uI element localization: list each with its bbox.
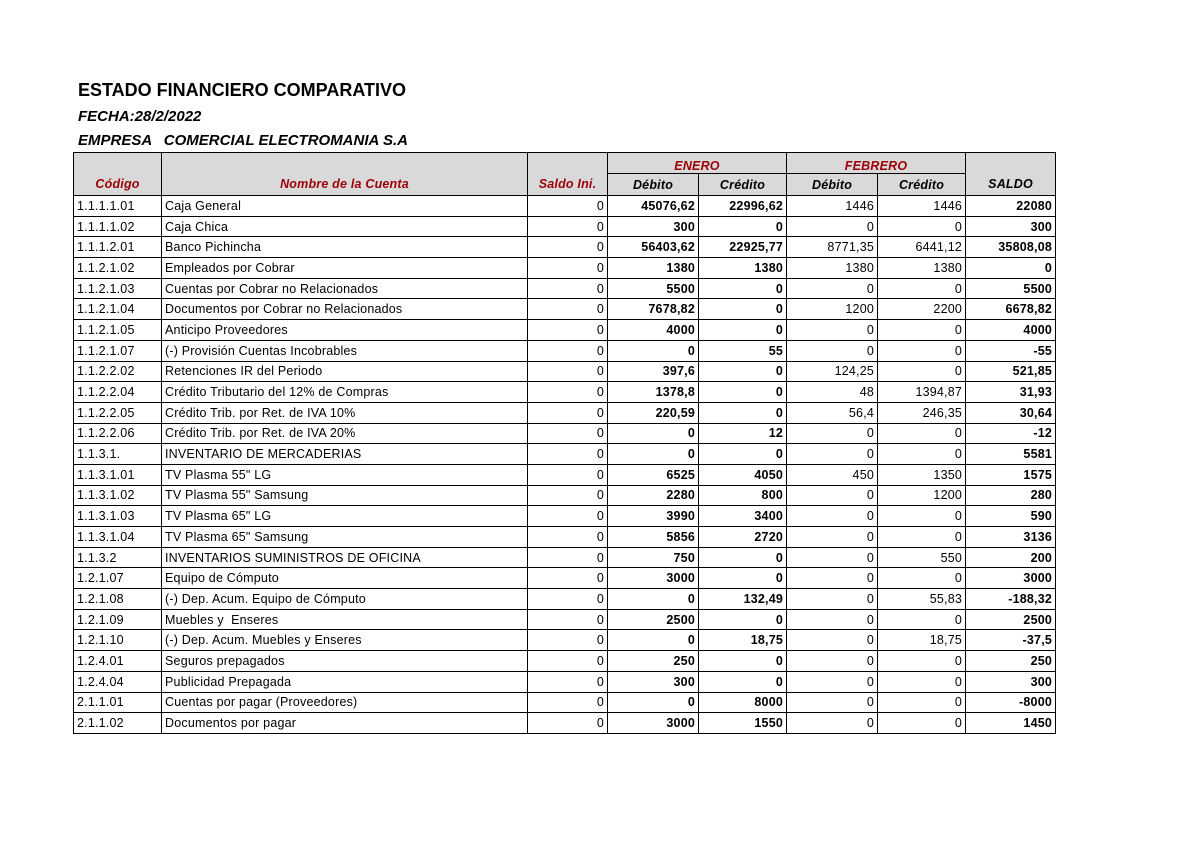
cell-enero-debit: 0 xyxy=(608,630,699,651)
table-row xyxy=(74,444,1056,465)
cell-initial: 0 xyxy=(528,568,608,589)
cell-initial: 0 xyxy=(528,361,608,382)
table-row xyxy=(74,651,1056,672)
header-saldo-top xyxy=(966,153,1056,174)
cell-enero-debit: 0 xyxy=(608,692,699,713)
cell-code: 1.1.2.1.07 xyxy=(74,340,162,361)
table-row xyxy=(74,423,1056,444)
cell-code: 1.2.1.07 xyxy=(74,568,162,589)
cell-account-name: Banco Pichincha xyxy=(162,237,528,258)
cell-code: 1.1.3.1.04 xyxy=(74,527,162,548)
cell-account-name: INVENTARIO DE MERCADERIAS xyxy=(162,444,528,465)
cell-febrero-debit: 48 xyxy=(787,382,878,403)
cell-enero-debit: 0 xyxy=(608,444,699,465)
cell-enero-credit: 22925,77 xyxy=(699,237,787,258)
cell-enero-debit: 3000 xyxy=(608,568,699,589)
cell-enero-credit: 0 xyxy=(699,320,787,341)
cell-account-name: Caja General xyxy=(162,196,528,217)
cell-febrero-credit: 6441,12 xyxy=(878,237,966,258)
cell-enero-credit: 1380 xyxy=(699,258,787,279)
header-febrero: FEBRERO xyxy=(787,153,966,174)
cell-enero-debit: 0 xyxy=(608,340,699,361)
cell-account-name: Retenciones IR del Periodo xyxy=(162,361,528,382)
cell-febrero-credit: 1446 xyxy=(878,196,966,217)
cell-enero-credit: 0 xyxy=(699,402,787,423)
cell-saldo: 35808,08 xyxy=(966,237,1056,258)
cell-code: 2.1.1.02 xyxy=(74,713,162,734)
cell-enero-debit: 3990 xyxy=(608,506,699,527)
cell-enero-credit: 55 xyxy=(699,340,787,361)
cell-febrero-debit: 0 xyxy=(787,216,878,237)
cell-code: 1.1.2.1.02 xyxy=(74,258,162,279)
cell-febrero-debit: 0 xyxy=(787,671,878,692)
cell-enero-debit: 0 xyxy=(608,589,699,610)
cell-febrero-debit: 0 xyxy=(787,651,878,672)
cell-enero-credit: 0 xyxy=(699,444,787,465)
table-row xyxy=(74,402,1056,423)
table-row xyxy=(74,196,1056,217)
cell-febrero-credit: 0 xyxy=(878,361,966,382)
table-row xyxy=(74,692,1056,713)
company-name: COMERCIAL ELECTROMANIA S.A xyxy=(163,132,408,149)
cell-saldo: 300 xyxy=(966,216,1056,237)
cell-febrero-credit: 18,75 xyxy=(878,630,966,651)
cell-enero-debit: 300 xyxy=(608,671,699,692)
header-name-top xyxy=(162,153,528,174)
cell-febrero-credit: 0 xyxy=(878,320,966,341)
cell-febrero-credit: 0 xyxy=(878,527,966,548)
cell-code: 1.1.2.1.05 xyxy=(74,320,162,341)
cell-enero-credit: 132,49 xyxy=(699,589,787,610)
cell-account-name: Cuentas por pagar (Proveedores) xyxy=(162,692,528,713)
cell-saldo: 3000 xyxy=(966,568,1056,589)
cell-initial: 0 xyxy=(528,299,608,320)
cell-enero-debit: 300 xyxy=(608,216,699,237)
cell-code: 1.1.3.1.03 xyxy=(74,506,162,527)
header-account-name: Nombre de la Cuenta xyxy=(162,174,528,196)
cell-saldo: 1575 xyxy=(966,464,1056,485)
cell-febrero-credit: 0 xyxy=(878,609,966,630)
cell-enero-credit: 12 xyxy=(699,423,787,444)
cell-enero-debit: 7678,82 xyxy=(608,299,699,320)
cell-saldo: -37,5 xyxy=(966,630,1056,651)
cell-febrero-debit: 0 xyxy=(787,320,878,341)
cell-initial: 0 xyxy=(528,278,608,299)
cell-enero-debit: 45076,62 xyxy=(608,196,699,217)
cell-code: 1.1.2.2.04 xyxy=(74,382,162,403)
table-row xyxy=(74,568,1056,589)
cell-febrero-credit: 2200 xyxy=(878,299,966,320)
cell-initial: 0 xyxy=(528,237,608,258)
cell-initial: 0 xyxy=(528,258,608,279)
report-date: FECHA:28/2/2022 xyxy=(78,108,202,125)
table-row xyxy=(74,589,1056,610)
cell-code: 1.1.3.1. xyxy=(74,444,162,465)
cell-enero-credit: 3400 xyxy=(699,506,787,527)
table-row xyxy=(74,485,1056,506)
header-febrero-debit: Débito xyxy=(787,174,878,196)
table-row xyxy=(74,630,1056,651)
cell-enero-credit: 0 xyxy=(699,361,787,382)
cell-enero-credit: 0 xyxy=(699,299,787,320)
cell-saldo: 31,93 xyxy=(966,382,1056,403)
cell-account-name: Muebles y Enseres xyxy=(162,609,528,630)
cell-febrero-debit: 0 xyxy=(787,547,878,568)
cell-febrero-credit: 1200 xyxy=(878,485,966,506)
cell-enero-credit: 0 xyxy=(699,216,787,237)
cell-febrero-debit: 0 xyxy=(787,609,878,630)
cell-enero-credit: 1550 xyxy=(699,713,787,734)
cell-enero-credit: 8000 xyxy=(699,692,787,713)
cell-saldo: 521,85 xyxy=(966,361,1056,382)
cell-initial: 0 xyxy=(528,609,608,630)
table-row xyxy=(74,361,1056,382)
cell-enero-debit: 3000 xyxy=(608,713,699,734)
cell-saldo: 590 xyxy=(966,506,1056,527)
table-row xyxy=(74,258,1056,279)
cell-enero-debit: 5856 xyxy=(608,527,699,548)
header-code: Código xyxy=(74,174,162,196)
cell-saldo: 5581 xyxy=(966,444,1056,465)
cell-enero-debit: 1380 xyxy=(608,258,699,279)
cell-code: 2.1.1.01 xyxy=(74,692,162,713)
cell-enero-debit: 6525 xyxy=(608,464,699,485)
cell-account-name: (-) Dep. Acum. Equipo de Cómputo xyxy=(162,589,528,610)
cell-saldo: -8000 xyxy=(966,692,1056,713)
cell-initial: 0 xyxy=(528,464,608,485)
cell-code: 1.1.1.1.02 xyxy=(74,216,162,237)
header-saldo: SALDO xyxy=(966,174,1056,196)
cell-initial: 0 xyxy=(528,589,608,610)
company-line xyxy=(78,132,408,149)
cell-account-name: Crédito Trib. por Ret. de IVA 20% xyxy=(162,423,528,444)
cell-febrero-debit: 1446 xyxy=(787,196,878,217)
cell-saldo: 5500 xyxy=(966,278,1056,299)
cell-code: 1.2.1.10 xyxy=(74,630,162,651)
cell-code: 1.1.2.1.04 xyxy=(74,299,162,320)
cell-saldo: 200 xyxy=(966,547,1056,568)
cell-enero-credit: 4050 xyxy=(699,464,787,485)
cell-account-name: Seguros prepagados xyxy=(162,651,528,672)
cell-febrero-credit: 0 xyxy=(878,216,966,237)
cell-febrero-debit: 0 xyxy=(787,485,878,506)
cell-febrero-debit: 0 xyxy=(787,340,878,361)
cell-initial: 0 xyxy=(528,444,608,465)
table-row xyxy=(74,278,1056,299)
cell-febrero-debit: 0 xyxy=(787,444,878,465)
cell-febrero-debit: 450 xyxy=(787,464,878,485)
cell-account-name: Documentos por Cobrar no Relacionados xyxy=(162,299,528,320)
cell-code: 1.1.3.2 xyxy=(74,547,162,568)
cell-account-name: TV Plasma 55" Samsung xyxy=(162,485,528,506)
cell-saldo: -12 xyxy=(966,423,1056,444)
cell-febrero-credit: 0 xyxy=(878,444,966,465)
cell-febrero-credit: 0 xyxy=(878,713,966,734)
cell-code: 1.1.2.2.02 xyxy=(74,361,162,382)
table-body xyxy=(74,196,1056,734)
cell-enero-credit: 0 xyxy=(699,547,787,568)
cell-febrero-debit: 0 xyxy=(787,423,878,444)
cell-account-name: Anticipo Proveedores xyxy=(162,320,528,341)
cell-enero-credit: 0 xyxy=(699,609,787,630)
cell-febrero-debit: 0 xyxy=(787,713,878,734)
cell-enero-credit: 0 xyxy=(699,382,787,403)
report-title: ESTADO FINANCIERO COMPARATIVO xyxy=(78,80,406,100)
cell-febrero-debit: 1380 xyxy=(787,258,878,279)
cell-saldo: 250 xyxy=(966,651,1056,672)
cell-account-name: Empleados por Cobrar xyxy=(162,258,528,279)
header-initial-top xyxy=(528,153,608,174)
cell-febrero-debit: 0 xyxy=(787,692,878,713)
cell-febrero-credit: 246,35 xyxy=(878,402,966,423)
cell-code: 1.1.3.1.01 xyxy=(74,464,162,485)
cell-initial: 0 xyxy=(528,382,608,403)
financial-table xyxy=(73,152,1056,734)
cell-enero-debit: 1378,8 xyxy=(608,382,699,403)
table-row xyxy=(74,237,1056,258)
cell-enero-debit: 220,59 xyxy=(608,402,699,423)
cell-saldo: 280 xyxy=(966,485,1056,506)
cell-enero-credit: 0 xyxy=(699,651,787,672)
cell-febrero-credit: 55,83 xyxy=(878,589,966,610)
table-row xyxy=(74,547,1056,568)
cell-account-name: INVENTARIOS SUMINISTROS DE OFICINA xyxy=(162,547,528,568)
cell-febrero-credit: 0 xyxy=(878,568,966,589)
cell-enero-debit: 5500 xyxy=(608,278,699,299)
cell-febrero-debit: 0 xyxy=(787,527,878,548)
cell-febrero-credit: 1394,87 xyxy=(878,382,966,403)
cell-febrero-debit: 0 xyxy=(787,589,878,610)
header-enero-credit: Crédito xyxy=(699,174,787,196)
cell-enero-credit: 800 xyxy=(699,485,787,506)
cell-saldo: -188,32 xyxy=(966,589,1056,610)
cell-code: 1.1.3.1.02 xyxy=(74,485,162,506)
cell-initial: 0 xyxy=(528,320,608,341)
cell-febrero-debit: 1200 xyxy=(787,299,878,320)
cell-febrero-debit: 0 xyxy=(787,506,878,527)
cell-febrero-credit: 0 xyxy=(878,671,966,692)
cell-febrero-debit: 124,25 xyxy=(787,361,878,382)
company-label: EMPRESA xyxy=(78,132,152,149)
cell-account-name: Documentos por pagar xyxy=(162,713,528,734)
table-row xyxy=(74,382,1056,403)
cell-initial: 0 xyxy=(528,630,608,651)
cell-enero-credit: 2720 xyxy=(699,527,787,548)
cell-account-name: Equipo de Cómputo xyxy=(162,568,528,589)
cell-initial: 0 xyxy=(528,651,608,672)
cell-account-name: Publicidad Prepagada xyxy=(162,671,528,692)
cell-initial: 0 xyxy=(528,527,608,548)
cell-code: 1.2.1.09 xyxy=(74,609,162,630)
cell-febrero-debit: 0 xyxy=(787,568,878,589)
cell-account-name: Crédito Trib. por Ret. de IVA 10% xyxy=(162,402,528,423)
cell-initial: 0 xyxy=(528,216,608,237)
cell-enero-debit: 250 xyxy=(608,651,699,672)
table-row xyxy=(74,609,1056,630)
header-enero-debit: Débito xyxy=(608,174,699,196)
cell-enero-debit: 4000 xyxy=(608,320,699,341)
cell-febrero-credit: 0 xyxy=(878,506,966,527)
cell-enero-debit: 397,6 xyxy=(608,361,699,382)
cell-account-name: (-) Dep. Acum. Muebles y Enseres xyxy=(162,630,528,651)
cell-saldo: 3136 xyxy=(966,527,1056,548)
cell-febrero-credit: 1380 xyxy=(878,258,966,279)
cell-febrero-debit: 0 xyxy=(787,630,878,651)
table-row xyxy=(74,340,1056,361)
cell-enero-debit: 0 xyxy=(608,423,699,444)
cell-code: 1.1.2.2.06 xyxy=(74,423,162,444)
cell-initial: 0 xyxy=(528,692,608,713)
cell-saldo: -55 xyxy=(966,340,1056,361)
cell-saldo: 1450 xyxy=(966,713,1056,734)
table-row xyxy=(74,671,1056,692)
header-enero: ENERO xyxy=(608,153,787,174)
cell-enero-credit: 18,75 xyxy=(699,630,787,651)
cell-initial: 0 xyxy=(528,671,608,692)
cell-enero-debit: 2280 xyxy=(608,485,699,506)
cell-enero-debit: 750 xyxy=(608,547,699,568)
cell-account-name: TV Plasma 55" LG xyxy=(162,464,528,485)
cell-initial: 0 xyxy=(528,340,608,361)
cell-febrero-debit: 0 xyxy=(787,278,878,299)
cell-code: 1.2.1.08 xyxy=(74,589,162,610)
table-row xyxy=(74,299,1056,320)
cell-account-name: Crédito Tributario del 12% de Compras xyxy=(162,382,528,403)
cell-febrero-credit: 0 xyxy=(878,651,966,672)
cell-code: 1.1.1.1.01 xyxy=(74,196,162,217)
cell-febrero-credit: 0 xyxy=(878,278,966,299)
table-row xyxy=(74,527,1056,548)
table-row xyxy=(74,464,1056,485)
cell-code: 1.1.1.2.01 xyxy=(74,237,162,258)
cell-febrero-credit: 0 xyxy=(878,340,966,361)
table-row xyxy=(74,506,1056,527)
cell-code: 1.1.2.2.05 xyxy=(74,402,162,423)
cell-saldo: 0 xyxy=(966,258,1056,279)
cell-initial: 0 xyxy=(528,485,608,506)
cell-enero-debit: 2500 xyxy=(608,609,699,630)
cell-initial: 0 xyxy=(528,423,608,444)
cell-account-name: Cuentas por Cobrar no Relacionados xyxy=(162,278,528,299)
cell-enero-credit: 22996,62 xyxy=(699,196,787,217)
header-febrero-credit: Crédito xyxy=(878,174,966,196)
cell-saldo: 22080 xyxy=(966,196,1056,217)
cell-febrero-debit: 56,4 xyxy=(787,402,878,423)
cell-saldo: 2500 xyxy=(966,609,1056,630)
header-initial-balance: Saldo Ini. xyxy=(528,174,608,196)
table-row xyxy=(74,216,1056,237)
cell-enero-credit: 0 xyxy=(699,278,787,299)
cell-code: 1.2.4.01 xyxy=(74,651,162,672)
cell-initial: 0 xyxy=(528,713,608,734)
cell-saldo: 30,64 xyxy=(966,402,1056,423)
cell-saldo: 300 xyxy=(966,671,1056,692)
table-row xyxy=(74,713,1056,734)
cell-initial: 0 xyxy=(528,196,608,217)
cell-code: 1.2.4.04 xyxy=(74,671,162,692)
cell-code: 1.1.2.1.03 xyxy=(74,278,162,299)
cell-initial: 0 xyxy=(528,547,608,568)
cell-initial: 0 xyxy=(528,506,608,527)
cell-febrero-credit: 0 xyxy=(878,423,966,444)
cell-initial: 0 xyxy=(528,402,608,423)
cell-saldo: 4000 xyxy=(966,320,1056,341)
cell-account-name: Caja Chica xyxy=(162,216,528,237)
cell-enero-credit: 0 xyxy=(699,671,787,692)
table-header xyxy=(74,153,1056,196)
cell-enero-credit: 0 xyxy=(699,568,787,589)
cell-account-name: TV Plasma 65" Samsung xyxy=(162,527,528,548)
cell-febrero-credit: 550 xyxy=(878,547,966,568)
cell-saldo: 6678,82 xyxy=(966,299,1056,320)
table-row xyxy=(74,320,1056,341)
cell-enero-debit: 56403,62 xyxy=(608,237,699,258)
cell-febrero-credit: 1350 xyxy=(878,464,966,485)
cell-account-name: (-) Provisión Cuentas Incobrables xyxy=(162,340,528,361)
cell-febrero-credit: 0 xyxy=(878,692,966,713)
header-code-top xyxy=(74,153,162,174)
cell-account-name: TV Plasma 65" LG xyxy=(162,506,528,527)
cell-febrero-debit: 8771,35 xyxy=(787,237,878,258)
